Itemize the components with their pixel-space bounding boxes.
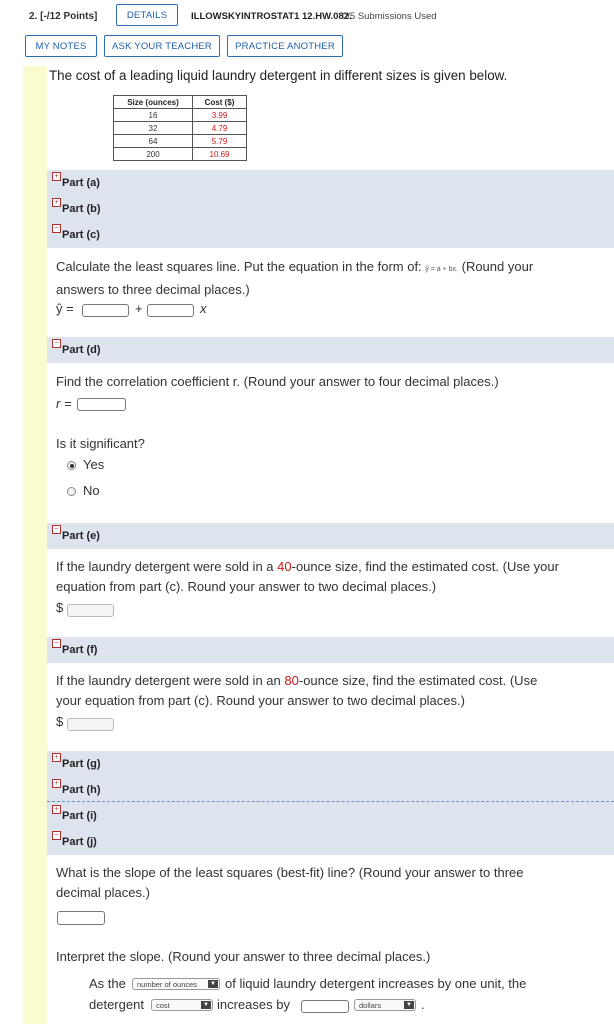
expand-icon[interactable]: + xyxy=(52,779,61,788)
collapse-icon[interactable]: − xyxy=(52,525,61,534)
intercept-input[interactable] xyxy=(82,304,129,317)
x-variable: x xyxy=(200,301,207,316)
as-the-text: As the xyxy=(89,976,126,991)
question-sidebar xyxy=(23,66,47,1024)
no-radio[interactable] xyxy=(67,487,76,496)
cost-select[interactable]: cost ▼ xyxy=(151,999,213,1011)
detergent-text: detergent xyxy=(89,997,144,1012)
chevron-down-icon: ▼ xyxy=(208,980,218,988)
collapse-icon[interactable]: − xyxy=(52,224,61,233)
table-row: 200 10.69 xyxy=(114,148,247,161)
plus-sign: + xyxy=(135,301,143,316)
part-c-header[interactable]: − Part (c) xyxy=(47,222,614,248)
part-e-text: If the laundry detergent were sold in a 40-ounce size, find the estimated cost. (Use your equation from part (c). Round your answer to two decimal places.) xyxy=(56,559,559,594)
equation-form: ŷ = a + bx. xyxy=(425,266,458,273)
chevron-down-icon: ▼ xyxy=(404,1001,414,1009)
collapse-icon[interactable]: − xyxy=(52,831,61,840)
dollar-sign: $ xyxy=(56,714,64,729)
question-header xyxy=(0,0,614,68)
question-content xyxy=(47,66,614,1024)
part-j-header[interactable]: − Part (j) xyxy=(47,829,614,855)
intro-text: The cost of a leading liquid laundry detergent in different sizes is given below. xyxy=(49,68,508,83)
yhat-label: ŷ = xyxy=(56,301,74,316)
table-row: 16 3.99 xyxy=(114,109,247,122)
increases-by-text: increases by xyxy=(217,997,290,1012)
part-b-header[interactable]: + Part (b) xyxy=(47,196,614,222)
r-label: r = xyxy=(56,396,72,411)
significance-question: Is it significant? xyxy=(56,436,145,451)
collapse-icon[interactable]: − xyxy=(52,639,61,648)
submissions-used: 0/5 Submissions Used xyxy=(342,11,437,22)
part-f-text: If the laundry detergent were sold in an 80-ounce size, find the estimated cost. (Use your equation from part (c). Round your answer to two decimal places.) xyxy=(56,673,538,708)
dollar-sign: $ xyxy=(56,600,64,615)
increase-text: of liquid laundry detergent increases by one unit, the xyxy=(225,976,527,991)
increase-amount-input[interactable] xyxy=(301,1000,349,1013)
yes-label: Yes xyxy=(83,457,105,472)
part-a-header[interactable]: + Part (a) xyxy=(47,170,614,196)
part-g-header[interactable]: + Part (g) xyxy=(47,751,614,777)
part-d-text: Find the correlation coefficient r. (Round your answer to four decimal places.) xyxy=(56,374,499,389)
my-notes-button[interactable]: MY NOTES xyxy=(25,35,97,57)
expand-icon[interactable]: + xyxy=(52,753,61,762)
part-j-text: What is the slope of the least squares (best-fit) line? (Round your answer to three decimal places.) xyxy=(56,865,524,900)
units-select[interactable]: dollars ▼ xyxy=(354,999,416,1011)
part-e-header[interactable]: − Part (e) xyxy=(47,523,614,549)
expand-icon[interactable]: + xyxy=(52,172,61,181)
variable-select[interactable]: number of ounces ▼ xyxy=(132,978,220,990)
collapse-icon[interactable]: − xyxy=(52,339,61,348)
details-button[interactable]: DETAILS xyxy=(116,4,178,26)
part-d-header[interactable]: − Part (d) xyxy=(47,337,614,363)
focus-divider xyxy=(47,801,614,802)
course-code: ILLOWSKYINTROSTAT1 12.HW.082. xyxy=(191,11,352,22)
slope-answer-input[interactable] xyxy=(57,911,105,925)
table-header: Cost ($) xyxy=(193,96,247,109)
question-number: 2. [-/12 Points] xyxy=(29,11,98,22)
chevron-down-icon: ▼ xyxy=(201,1001,211,1009)
part-f-header[interactable]: − Part (f) xyxy=(47,637,614,663)
part-h-header[interactable]: + Part (h) xyxy=(47,777,614,803)
size-cost-table xyxy=(113,95,247,161)
period: . xyxy=(421,997,425,1012)
expand-icon[interactable]: + xyxy=(52,198,61,207)
table-row: 64 5.79 xyxy=(114,135,247,148)
correlation-input[interactable] xyxy=(77,398,126,411)
ask-teacher-button[interactable]: ASK YOUR TEACHER xyxy=(104,35,220,57)
cost-80oz-input[interactable] xyxy=(67,718,114,731)
cost-40oz-input[interactable] xyxy=(67,604,114,617)
table-row: 32 4.79 xyxy=(114,122,247,135)
table-header: Size (ounces) xyxy=(114,96,193,109)
no-label: No xyxy=(83,483,100,498)
expand-icon[interactable]: + xyxy=(52,805,61,814)
interpret-text: Interpret the slope. (Round your answer to three decimal places.) xyxy=(56,949,431,964)
practice-another-button[interactable]: PRACTICE ANOTHER xyxy=(227,35,343,57)
part-i-header[interactable]: + Part (i) xyxy=(47,803,614,829)
part-c-text: Calculate the least squares line. Put the equation in the form of: ŷ = a + bx. (Round your answers to three decimal places.) xyxy=(56,259,534,297)
yes-radio[interactable] xyxy=(67,461,76,470)
slope-input[interactable] xyxy=(147,304,194,317)
